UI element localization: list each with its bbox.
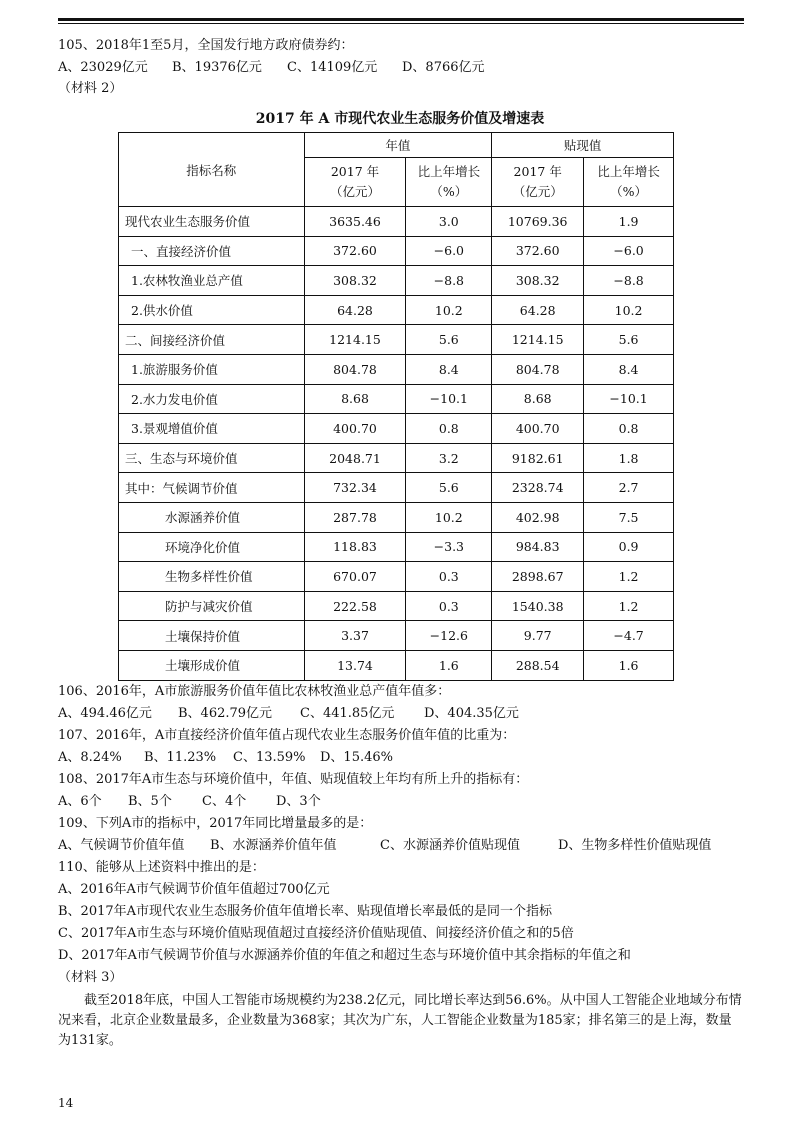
header-rule-thick bbox=[58, 18, 744, 21]
table-body bbox=[119, 207, 674, 681]
table-row bbox=[119, 207, 674, 237]
table-row bbox=[119, 650, 674, 680]
cell-discounted-value: 2898.67 bbox=[492, 562, 584, 592]
cell-annual-growth: −12.6 bbox=[406, 621, 492, 651]
cell-indicator-name: 生物多样性价值 bbox=[119, 562, 305, 592]
cell-annual-value: 3.37 bbox=[304, 621, 406, 651]
cell-discounted-value: 2328.74 bbox=[492, 473, 584, 503]
cell-discounted-value: 372.60 bbox=[492, 236, 584, 266]
cell-annual-growth: −6.0 bbox=[406, 236, 492, 266]
cell-annual-value: 8.68 bbox=[304, 384, 406, 414]
q107-option-a[interactable]: A、8.24% bbox=[58, 750, 122, 765]
cell-indicator-name: 防护与减灾价值 bbox=[119, 591, 305, 621]
cell-annual-value: 222.58 bbox=[304, 591, 406, 621]
q106-stem: 106、2016年，A市旅游服务价值年值比农林牧渔业总产值年值多： bbox=[58, 684, 451, 699]
cell-indicator-name: 1.农林牧渔业总产值 bbox=[119, 266, 305, 296]
header-annual-2017: 2017 年 （亿元） bbox=[304, 158, 406, 207]
cell-annual-value: 670.07 bbox=[304, 562, 406, 592]
header-indicator-name: 指标名称 bbox=[119, 133, 305, 207]
q107-option-b[interactable]: B、11.23% bbox=[144, 750, 217, 765]
cell-discounted-value: 10769.36 bbox=[492, 207, 584, 237]
cell-annual-value: 804.78 bbox=[304, 354, 406, 384]
q108-option-b[interactable]: B、5个 bbox=[128, 794, 172, 809]
cell-discounted-growth: 1.8 bbox=[584, 443, 674, 473]
table-row bbox=[119, 532, 674, 562]
cell-discounted-value: 8.68 bbox=[492, 384, 584, 414]
table-row bbox=[119, 414, 674, 444]
cell-discounted-growth: 10.2 bbox=[584, 295, 674, 325]
q105-option-d[interactable]: D、8766亿元 bbox=[402, 60, 485, 75]
cell-annual-growth: 10.2 bbox=[406, 502, 492, 532]
cell-discounted-growth: −6.0 bbox=[584, 236, 674, 266]
header-annual-growth: 比上年增长 （%） bbox=[406, 158, 492, 207]
table-row bbox=[119, 562, 674, 592]
cell-annual-value: 732.34 bbox=[304, 473, 406, 503]
table-row bbox=[119, 591, 674, 621]
page-number: 14 bbox=[58, 1096, 74, 1110]
q107-option-c[interactable]: C、13.59% bbox=[233, 750, 306, 765]
cell-annual-growth: −8.8 bbox=[406, 266, 492, 296]
cell-annual-value: 64.28 bbox=[304, 295, 406, 325]
q107-option-d[interactable]: D、15.46% bbox=[320, 750, 393, 765]
q107-stem: 107、2016年，A市直接经济价值年值占现代农业生态服务价值年值的比重为： bbox=[58, 728, 516, 743]
cell-indicator-name: 1.旅游服务价值 bbox=[119, 354, 305, 384]
cell-annual-value: 372.60 bbox=[304, 236, 406, 266]
cell-indicator-name: 二、间接经济价值 bbox=[119, 325, 305, 355]
cell-annual-growth: 0.3 bbox=[406, 591, 492, 621]
table-row bbox=[119, 236, 674, 266]
q105-option-a[interactable]: A、23029亿元 bbox=[58, 60, 148, 75]
cell-annual-growth: −3.3 bbox=[406, 532, 492, 562]
q109-option-d[interactable]: D、生物多样性价值贴现值 bbox=[558, 838, 712, 853]
cell-indicator-name: 水源涵养价值 bbox=[119, 502, 305, 532]
cell-annual-growth: 0.3 bbox=[406, 562, 492, 592]
table-row bbox=[119, 443, 674, 473]
cell-indicator-name: 一、直接经济价值 bbox=[119, 236, 305, 266]
q110-stem: 110、能够从上述资料中推出的是： bbox=[58, 860, 265, 875]
cell-discounted-growth: 1.2 bbox=[584, 591, 674, 621]
table-row bbox=[119, 325, 674, 355]
cell-discounted-value: 402.98 bbox=[492, 502, 584, 532]
cell-discounted-growth: 5.6 bbox=[584, 325, 674, 355]
cell-indicator-name: 2.供水价值 bbox=[119, 295, 305, 325]
cell-discounted-growth: −4.7 bbox=[584, 621, 674, 651]
header-discounted-value: 贴现值 bbox=[492, 133, 674, 158]
q108-option-a[interactable]: A、6个 bbox=[58, 794, 102, 809]
cell-annual-value: 400.70 bbox=[304, 414, 406, 444]
header-annual-value: 年值 bbox=[304, 133, 492, 158]
cell-annual-value: 3635.46 bbox=[304, 207, 406, 237]
cell-discounted-value: 288.54 bbox=[492, 650, 584, 680]
cell-annual-growth: 1.6 bbox=[406, 650, 492, 680]
material2-label: （材料 2） bbox=[58, 81, 123, 96]
q110-option-c[interactable]: C、2017年A市生态与环境价值贴现值超过直接经济价值贴现值、间接经济价值之和的5倍 bbox=[58, 926, 574, 941]
cell-annual-growth: 0.8 bbox=[406, 414, 492, 444]
cell-annual-growth: 8.4 bbox=[406, 354, 492, 384]
cell-annual-value: 118.83 bbox=[304, 532, 406, 562]
cell-indicator-name: 环境净化价值 bbox=[119, 532, 305, 562]
header-discounted-growth: 比上年增长 （%） bbox=[584, 158, 674, 207]
cell-discounted-value: 64.28 bbox=[492, 295, 584, 325]
cell-discounted-growth: −8.8 bbox=[584, 266, 674, 296]
cell-annual-value: 2048.71 bbox=[304, 443, 406, 473]
cell-indicator-name: 现代农业生态服务价值 bbox=[119, 207, 305, 237]
q106-option-a[interactable]: A、494.46亿元 bbox=[58, 706, 152, 721]
cell-discounted-growth: 0.9 bbox=[584, 532, 674, 562]
cell-discounted-growth: 8.4 bbox=[584, 354, 674, 384]
cell-annual-growth: 5.6 bbox=[406, 325, 492, 355]
cell-discounted-growth: −10.1 bbox=[584, 384, 674, 414]
q110-option-b[interactable]: B、2017年A市现代农业生态服务价值年值增长率、贴现值增长率最低的是同一个指标 bbox=[58, 904, 553, 919]
cell-discounted-value: 1540.38 bbox=[492, 591, 584, 621]
q105-option-c[interactable]: C、14109亿元 bbox=[287, 60, 378, 75]
q106-option-c[interactable]: C、441.85亿元 bbox=[300, 706, 395, 721]
header-discounted-2017: 2017 年 （亿元） bbox=[492, 158, 584, 207]
q109-stem: 109、下列A市的指标中，2017年同比增量最多的是： bbox=[58, 816, 373, 831]
q109-option-a[interactable]: A、气候调节价值年值 bbox=[58, 838, 185, 853]
q108-stem: 108、2017年A市生态与环境价值中，年值、贴现值较上年均有所上升的指标有： bbox=[58, 772, 529, 787]
header-rule-thin bbox=[58, 23, 744, 24]
material3-label: （材料 3） bbox=[58, 970, 123, 985]
q110-option-d[interactable]: D、2017年A市气候调节价值与水源涵养价值的年值之和超过生态与环境价值中其余指标的年值之和 bbox=[58, 948, 631, 963]
cell-discounted-value: 308.32 bbox=[492, 266, 584, 296]
cell-discounted-value: 1214.15 bbox=[492, 325, 584, 355]
cell-discounted-value: 984.83 bbox=[492, 532, 584, 562]
cell-discounted-growth: 1.2 bbox=[584, 562, 674, 592]
cell-indicator-name: 土壤保持价值 bbox=[119, 621, 305, 651]
q106-option-b[interactable]: B、462.79亿元 bbox=[178, 706, 273, 721]
cell-annual-value: 1214.15 bbox=[304, 325, 406, 355]
cell-discounted-value: 9.77 bbox=[492, 621, 584, 651]
table-row bbox=[119, 384, 674, 414]
q108-option-c[interactable]: C、4个 bbox=[202, 794, 247, 809]
cell-annual-growth: −10.1 bbox=[406, 384, 492, 414]
cell-indicator-name: 3.景观增值价值 bbox=[119, 414, 305, 444]
cell-annual-value: 308.32 bbox=[304, 266, 406, 296]
cell-discounted-value: 9182.61 bbox=[492, 443, 584, 473]
q109-option-b[interactable]: B、水源涵养价值年值 bbox=[210, 838, 337, 853]
cell-annual-value: 13.74 bbox=[304, 650, 406, 680]
cell-indicator-name: 三、生态与环境价值 bbox=[119, 443, 305, 473]
cell-indicator-name: 其中：气候调节价值 bbox=[119, 473, 305, 503]
cell-discounted-growth: 7.5 bbox=[584, 502, 674, 532]
cell-annual-growth: 5.6 bbox=[406, 473, 492, 503]
q106-option-d[interactable]: D、404.35亿元 bbox=[424, 706, 519, 721]
cell-discounted-growth: 1.9 bbox=[584, 207, 674, 237]
cell-discounted-value: 400.70 bbox=[492, 414, 584, 444]
cell-annual-growth: 3.2 bbox=[406, 443, 492, 473]
table-row bbox=[119, 473, 674, 503]
cell-discounted-growth: 1.6 bbox=[584, 650, 674, 680]
material3-paragraph: 截至2018年底，中国人工智能市场规模约为238.2亿元，同比增长率达到56.6%。从中国人工智能企业地域分布情况来看，北京企业数量最多，企业数量为368家；其次为广东，人工智能企业数量为185家；排名第三的是上海，数量为131家。 bbox=[58, 993, 742, 1048]
q105-stem: 105、2018年1至5月，全国发行地方政府债券约： bbox=[58, 38, 354, 53]
table-row bbox=[119, 502, 674, 532]
q105-option-b[interactable]: B、19376亿元 bbox=[172, 60, 262, 75]
table-row bbox=[119, 354, 674, 384]
table-title: 2017 年 A 市现代农业生态服务价值及增速表 bbox=[255, 111, 545, 127]
q108-option-d[interactable]: D、3个 bbox=[276, 794, 321, 809]
cell-annual-value: 287.78 bbox=[304, 502, 406, 532]
q109-option-c[interactable]: C、水源涵养价值贴现值 bbox=[380, 838, 520, 853]
cell-discounted-growth: 0.8 bbox=[584, 414, 674, 444]
cell-discounted-value: 804.78 bbox=[492, 354, 584, 384]
cell-discounted-growth: 2.7 bbox=[584, 473, 674, 503]
table-row bbox=[119, 295, 674, 325]
cell-indicator-name: 2.水力发电价值 bbox=[119, 384, 305, 414]
cell-indicator-name: 土壤形成价值 bbox=[119, 650, 305, 680]
cell-annual-growth: 3.0 bbox=[406, 207, 492, 237]
cell-annual-growth: 10.2 bbox=[406, 295, 492, 325]
data-table bbox=[118, 132, 674, 681]
table-row bbox=[119, 266, 674, 296]
q110-option-a[interactable]: A、2016年A市气候调节价值年值超过700亿元 bbox=[58, 882, 330, 897]
table-row bbox=[119, 621, 674, 651]
